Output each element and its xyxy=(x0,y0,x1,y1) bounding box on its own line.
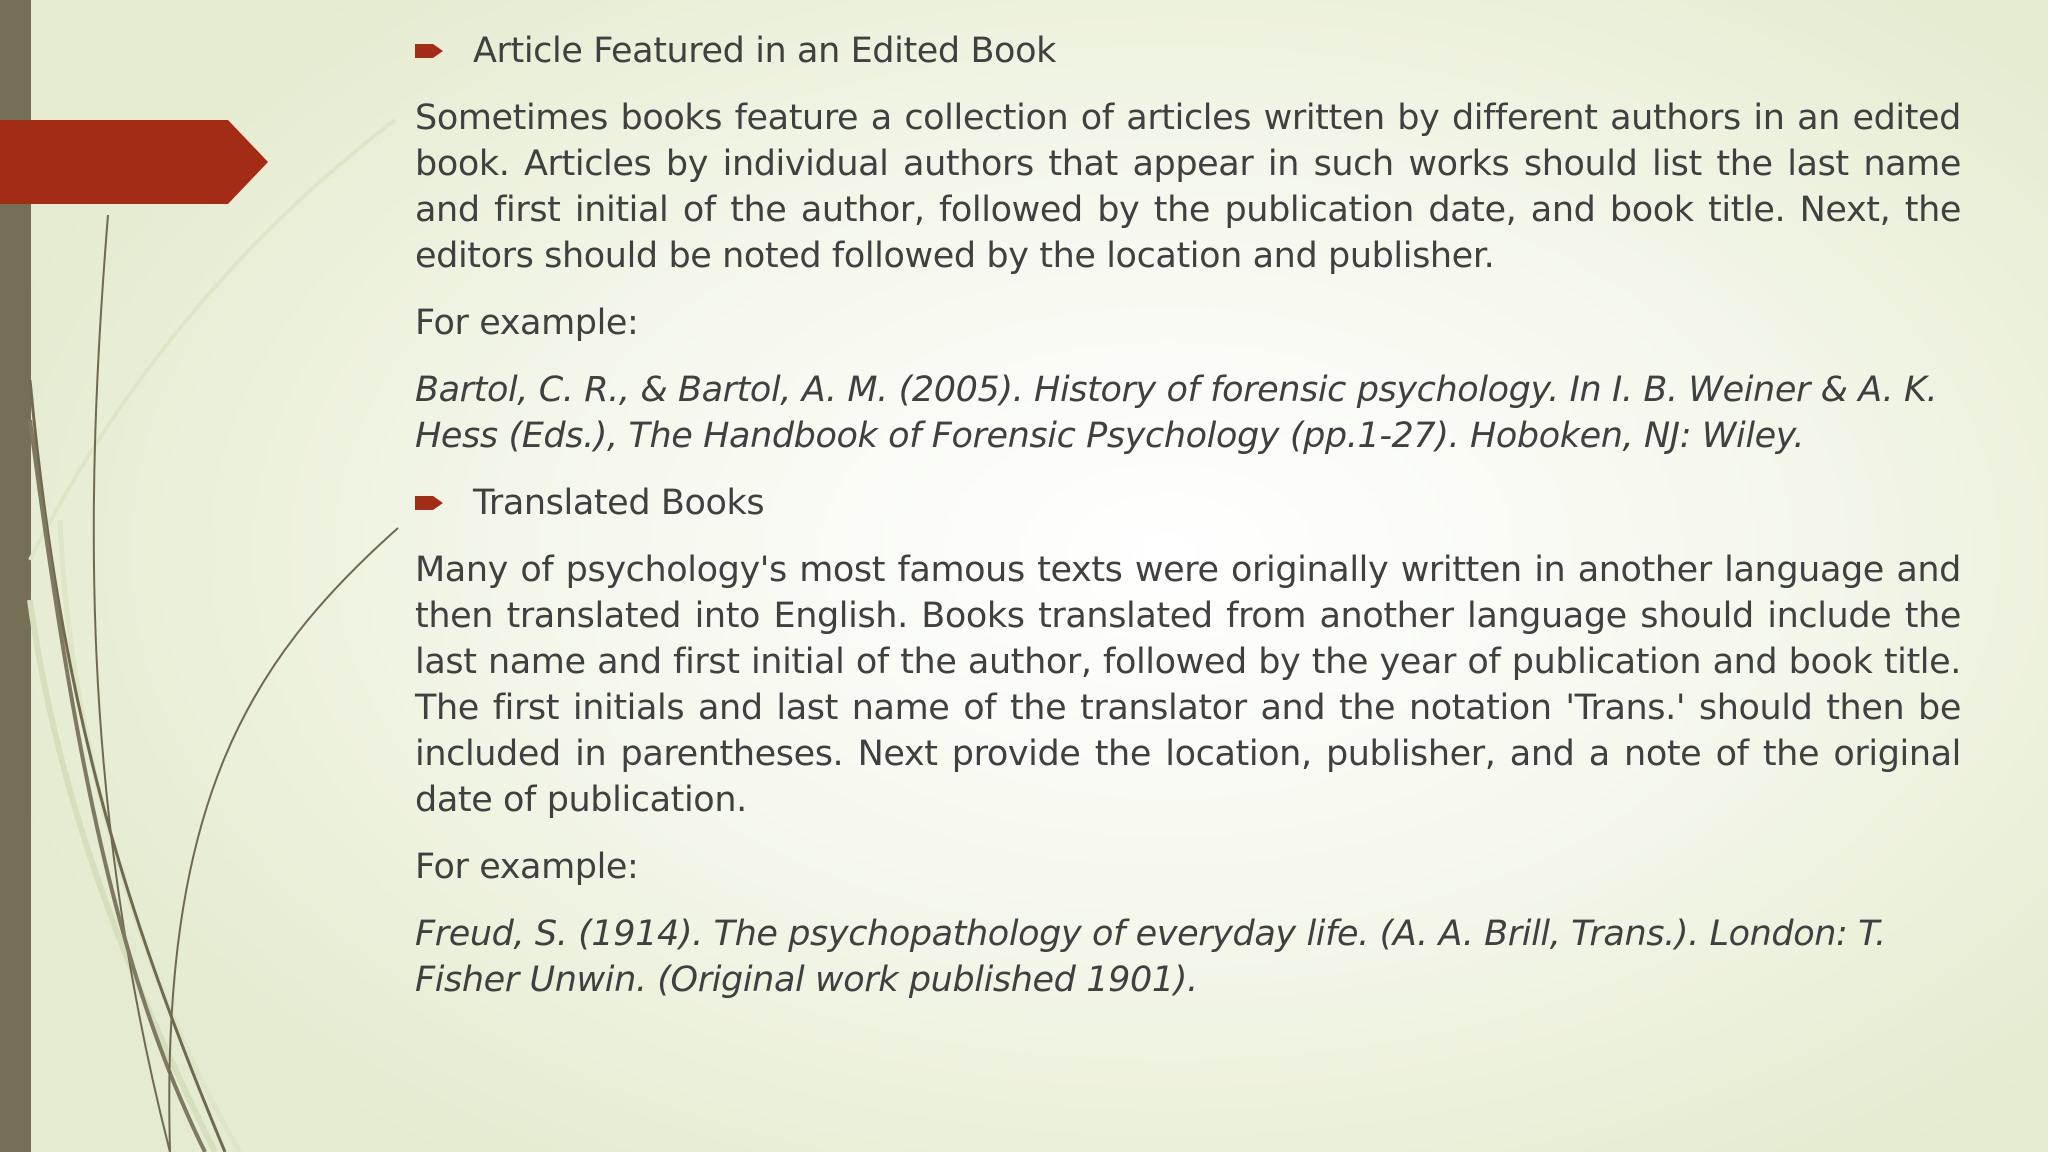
section-heading-text: Translated Books xyxy=(473,483,765,523)
arrow-tab-icon xyxy=(0,120,268,204)
decorative-curves xyxy=(0,0,420,1152)
example-label: For example: xyxy=(415,847,639,887)
section-heading-text: Article Featured in an Edited Book xyxy=(473,31,1056,71)
arrow-bullet-icon xyxy=(415,494,444,512)
section-paragraph: Many of psychology's most famous texts were originally written in another language and then translated into English. Books translated from another language should include the last name and first initial of the author, followed by the year of publication and book title. The first initials and last name of the translator and the notation 'Trans.' should then be included in parentheses. Next provide the location, publisher, and a note of the original date of publication. xyxy=(415,550,1961,820)
section-paragraph: Sometimes books feature a collection of articles written by different authors in an edited book. Articles by individual authors that appear in such works should list the last name and first initial of the author, followed by the publication date, and book title. Next, the editors should be noted followed by the location and publisher. xyxy=(415,98,1961,276)
example-reference: Bartol, C. R., & Bartol, A. M. (2005). History of forensic psychology. In I. B. Weiner & A. K. Hess (Eds.), The Handbook of Forensic Psychology (pp.1-27). Hoboken, NJ: Wiley. xyxy=(415,370,1938,456)
example-label: For example: xyxy=(415,303,639,343)
arrow-bullet-icon xyxy=(415,42,444,60)
section-heading-edited-book xyxy=(415,28,1961,74)
section-heading-translated-books xyxy=(415,480,1961,526)
slide-content xyxy=(415,28,1961,1024)
example-reference: Freud, S. (1914). The psychopathology of everyday life. (A. A. Brill, Trans.). London: T. Fisher Unwin. (Original work published 1901). xyxy=(415,914,1886,1000)
